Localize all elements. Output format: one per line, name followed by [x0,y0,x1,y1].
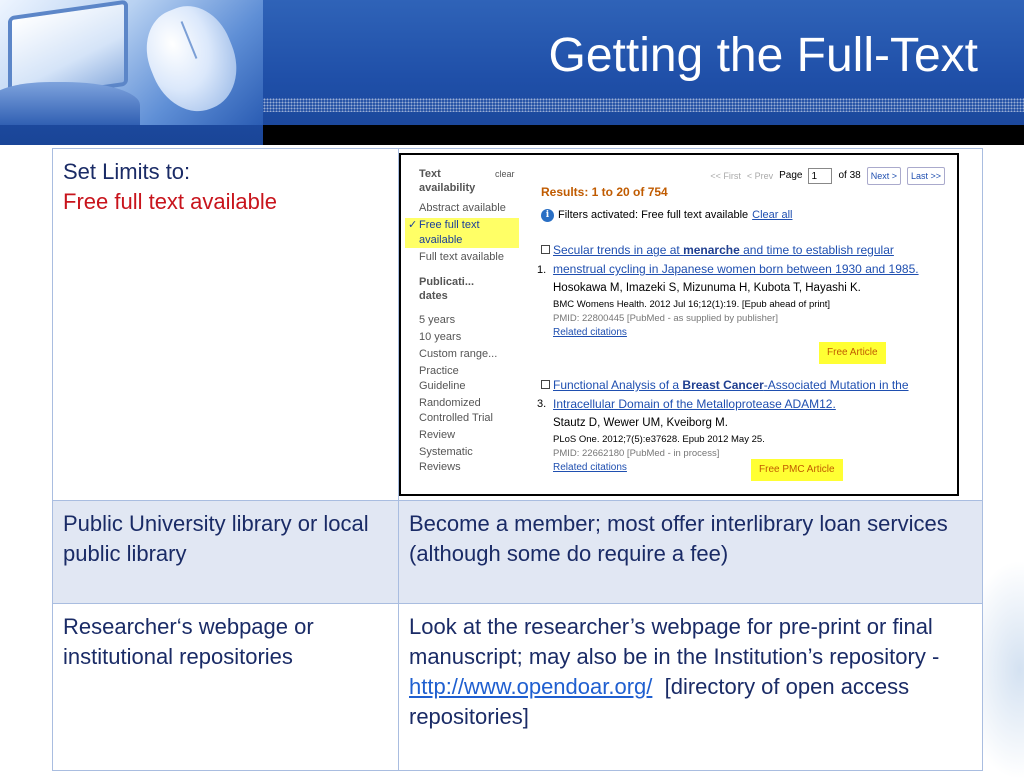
result-title-link[interactable]: Secular trends in age at menarche and time to establish regular menstrual cycling in Japanese women born between 1930 and 1985. [553,243,919,276]
publication-dates-heading: Publicati... dates [419,276,475,302]
result-authors: Hosokawa M, Imazeki S, Mizunuma H, Kubota T, Hayashi K. [553,282,861,294]
filters-text: Filters activated: Free full text available [558,209,749,221]
info-table [52,148,983,771]
free-full-text-label: Free full text available [63,189,277,214]
filter-review[interactable]: Review [419,429,456,441]
related-citations-link[interactable]: Related citations [553,462,627,473]
pubmed-screenshot [399,153,959,496]
filter-full-text-available[interactable]: Full text available [419,251,504,263]
result-pmid: PMID: 22662180 [PubMed - in process] [553,448,720,459]
filter-randomized-trial[interactable]: Randomized Controlled Trial [419,397,493,424]
table-cell-researcher-webpage [399,604,983,771]
result-checkbox[interactable] [541,380,550,389]
last-page-button[interactable]: Last >> [907,167,945,185]
result-title-link[interactable]: Functional Analysis of a Breast Cancer-Associated Mutation in the Intracellular Domain of the Metalloprotease ADAM12. [553,378,909,411]
page-number-input[interactable]: 1 [808,168,832,184]
dotted-band [263,98,1024,112]
clear-link[interactable]: clear [495,169,515,179]
info-icon: i [541,209,554,222]
filter-abstract-available[interactable]: Abstract available [419,202,506,214]
table-row [53,501,983,604]
filter-10-years[interactable]: 10 years [419,331,462,343]
repositories-text: Researcher‘s webpage or institutional repositories [63,614,314,669]
table-cell-library [53,501,399,604]
hand-shape [0,82,140,125]
first-page-link[interactable]: << First [710,171,741,181]
prev-page-link[interactable]: < Prev [746,171,774,181]
researcher-webpage-text: Look at the researcher’s webpage for pre-print or final manuscript; may also be in the Institution’s repository - [409,614,940,669]
filter-custom-range[interactable]: Custom range... [419,348,498,360]
result-pmid: PMID: 22800445 [PubMed - as supplied by publisher] [553,313,778,324]
filter-systematic-reviews[interactable]: Systematic Reviews [419,446,473,473]
computer-mouse-photo [0,0,263,125]
result-checkbox[interactable] [541,245,550,254]
filter-5-years[interactable]: 5 years [419,314,456,326]
opendoar-link[interactable]: http://www.opendoar.org/ [409,674,653,699]
free-pmc-article-badge: Free PMC Article [751,459,843,481]
free-article-badge: Free Article [819,342,886,364]
checkmark-icon: ✓ [408,219,418,231]
table-cell-limits [53,149,399,501]
table-cell-screenshot [399,149,983,501]
page-label: Page [779,170,803,181]
results-count: Results: 1 to 20 of 754 [541,185,668,199]
filter-practice-guideline[interactable]: Practice Guideline [419,365,466,392]
search-result [537,241,947,358]
clear-all-link[interactable]: Clear all [752,209,793,221]
result-journal: PLoS One. 2012;7(5):e37628. Epub 2012 May 25. [553,434,765,445]
filters-banner [541,208,793,222]
filter-free-full-text[interactable] [405,218,519,248]
filter-free-full-text-label: Free full text available [419,219,480,246]
table-row [53,604,983,771]
result-number: 1. [537,264,547,276]
table-cell-membership [399,501,983,604]
directory-note: [directory of open access repositories] [409,674,916,729]
limits-label: Set Limits to: [63,159,191,184]
table-row [53,149,983,501]
related-citations-link[interactable]: Related citations [553,327,627,338]
result-journal: BMC Womens Health. 2012 Jul 16;12(1):19. [Epub ahead of print] [553,299,831,310]
library-text: Public University library or local public library [63,511,369,566]
text-availability-heading: Text availability [419,168,476,194]
slide-title: Getting the Full-Text [548,29,978,82]
pager [710,167,945,185]
result-authors: Stautz D, Wewer UM, Kveiborg M. [553,417,728,429]
mouse-shape [133,0,251,124]
slide-header [0,0,1024,145]
table-cell-repositories [53,604,399,771]
page-count: of 38 [838,170,861,181]
next-page-button[interactable]: Next > [867,167,901,185]
filter-sidebar [408,167,531,477]
search-result [537,376,947,475]
header-black-bar [263,125,1024,145]
membership-text: Become a member; most offer interlibrary loan services (although some do require a fee) [409,511,948,566]
result-number: 3. [537,398,547,410]
